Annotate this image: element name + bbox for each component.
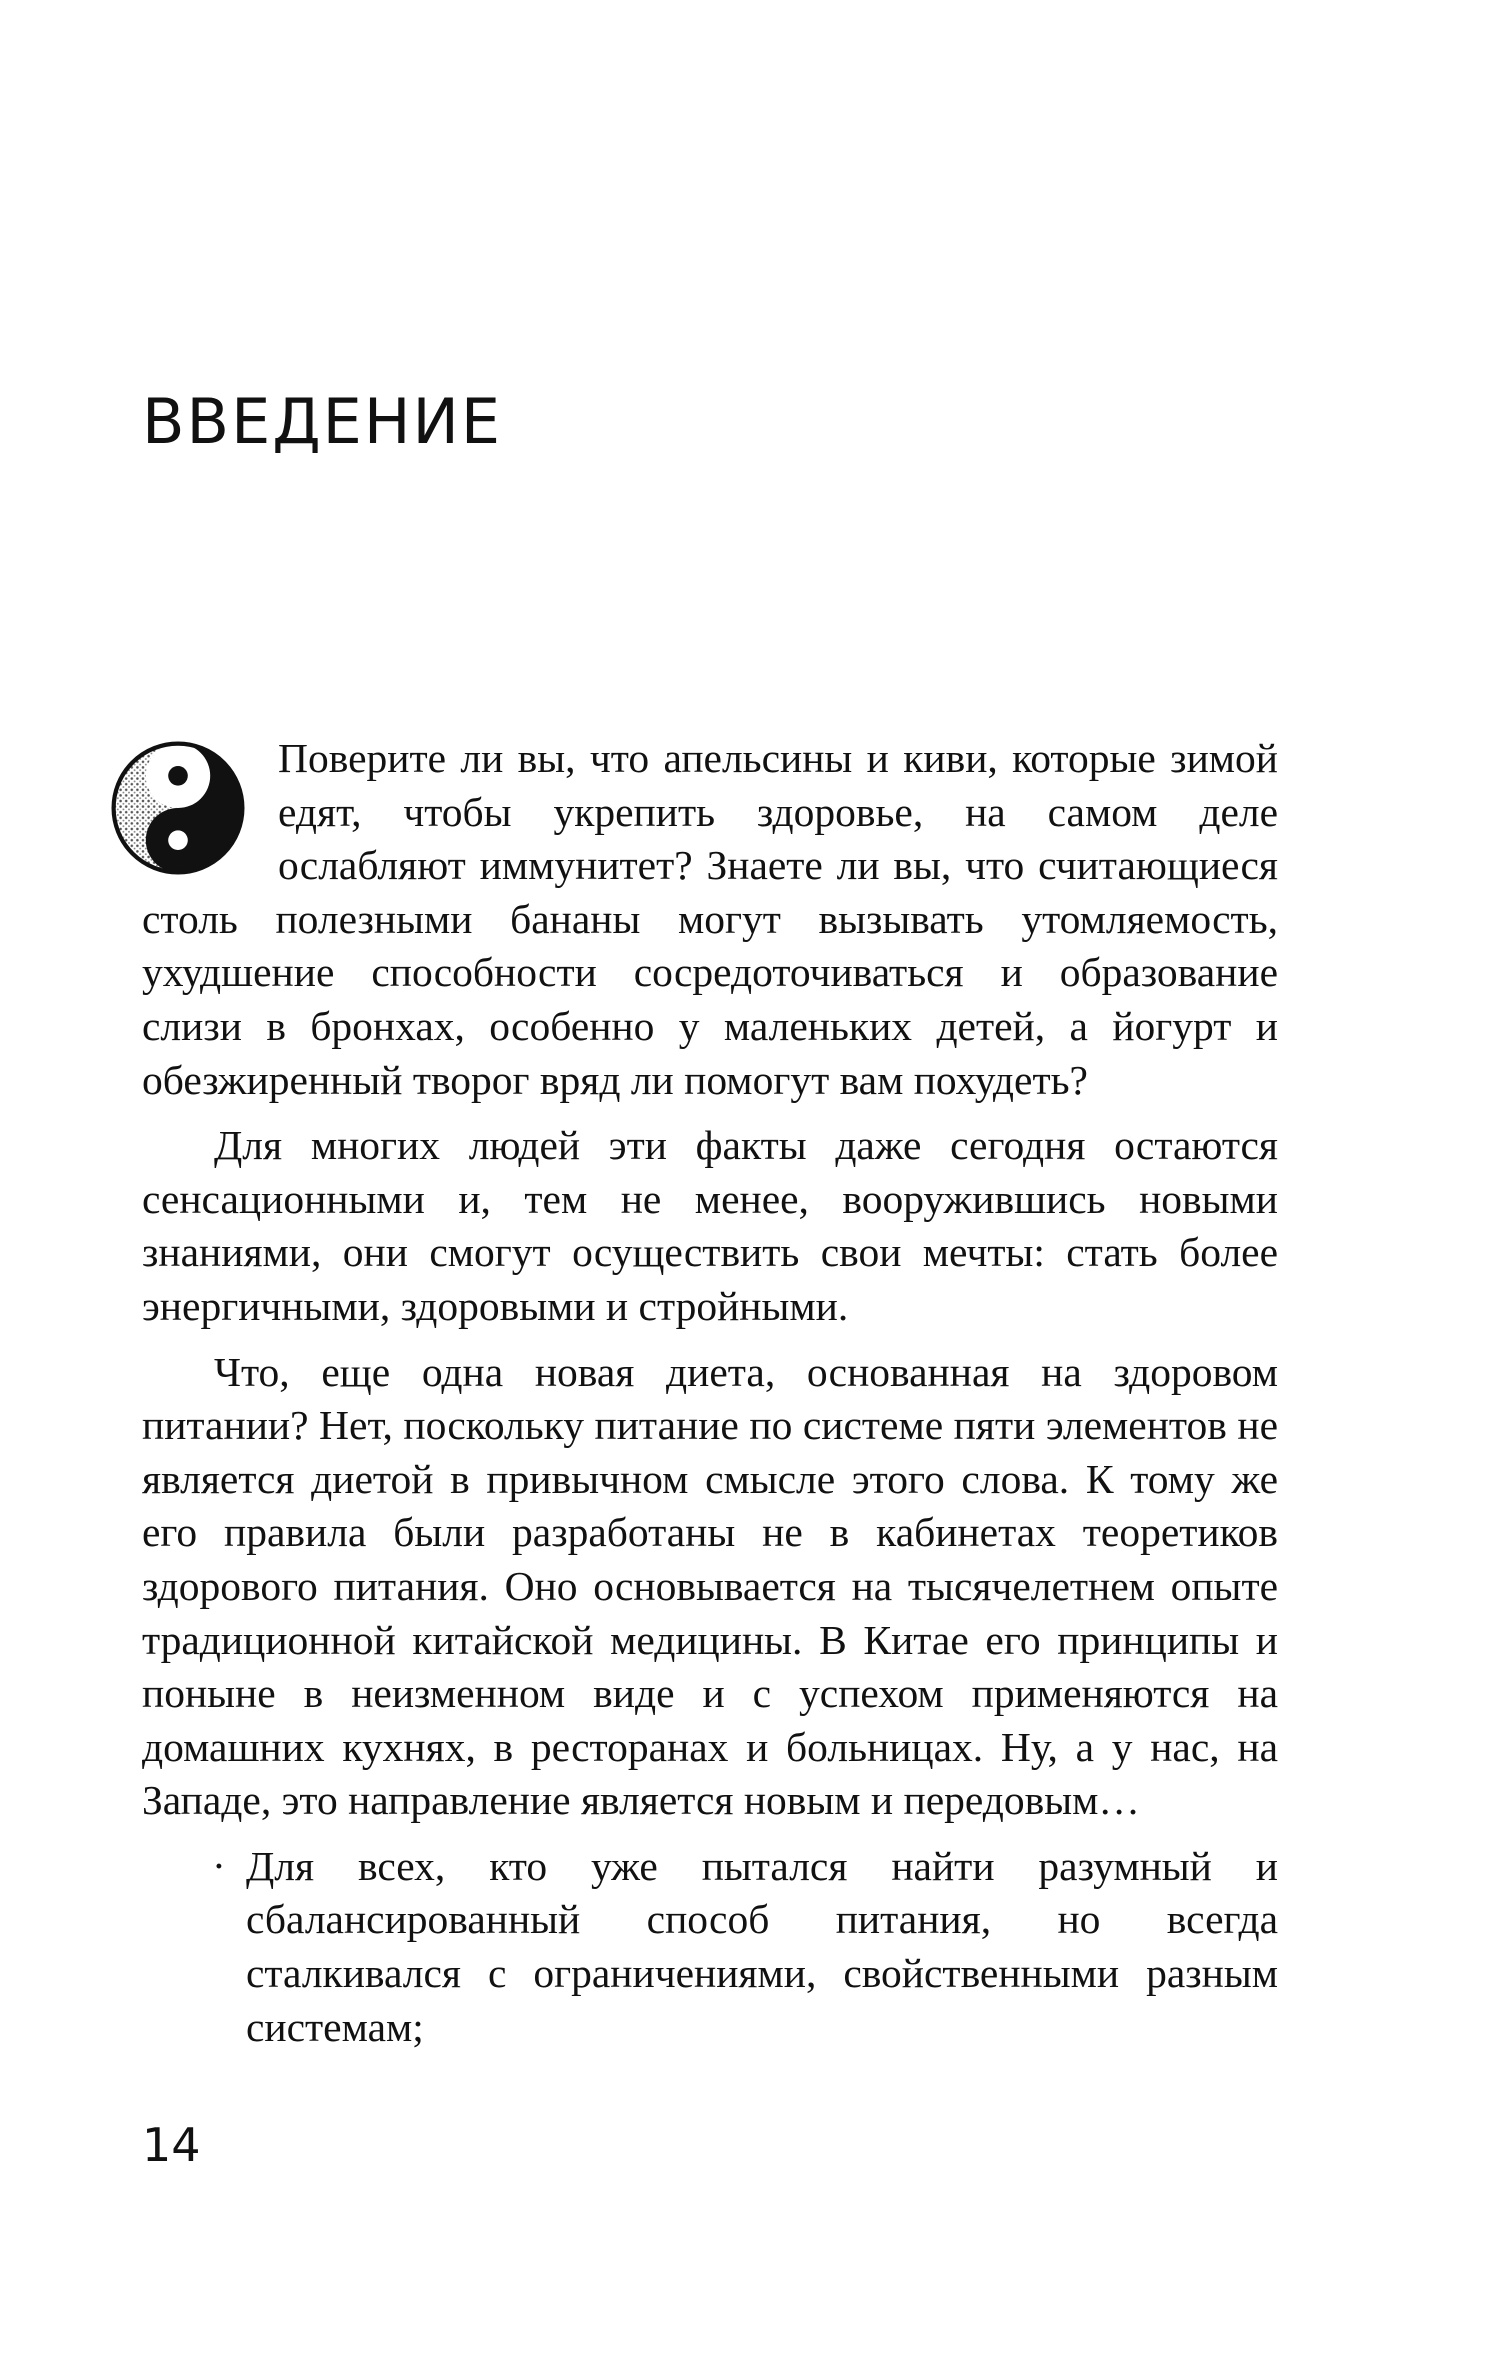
body-text	[142, 732, 1278, 2054]
chapter-heading: ВВЕДЕНИЕ	[142, 385, 503, 458]
ornament-space	[142, 732, 278, 890]
paragraph-2: Для многих людей эти факты даже сегодня остаются сенсационными и, тем не менее, вооружившись новыми знаниями, они смогут осуществить свои мечты: стать более энергичными, здоровыми и стройными.	[142, 1122, 1278, 1329]
bullet-mark: ·	[212, 1842, 226, 1889]
bullet-text: Для всех, кто уже пытался найти разумный и сбалансированный способ питания, но всегда сталкивался с ограничениями, свойственными разным системам;	[246, 1842, 1278, 2050]
page-number: 14	[142, 2118, 201, 2172]
paragraph-3: Что, еще одна новая диета, основанная на здоровом питании? Нет, поскольку питание по системе пяти элементов не является диетой в привычном смысле этого слова. К тому же его правила были разработаны не в кабинетах теоретиков здорового питания. Оно основывается на тысячелетнем опыте традиционной китайской медицины. В Китае его принципы и поныне в неизменном виде и с успехом применяются на домашних кухнях, в ресторанах и больницах. Ну, а у нас, на Западе, это направление является новым и передовым…	[142, 1348, 1278, 1824]
bullet-list	[142, 1840, 1278, 2054]
paragraph-1: Поверите ли вы, что апельсины и киви, которые зимой едят, чтобы укрепить здоровье, на самом деле ослабляют иммунитет? Знаете ли вы, что считающиеся столь полезными бананы могут вызывать утомляемость, ухудшение способности сосредоточиваться и образование слизи в бронхах, особенно у маленьких детей, а йогурт и обезжиренный творог вряд ли помогут вам похудеть?	[142, 735, 1278, 1103]
bullet-item	[142, 1840, 1278, 2054]
